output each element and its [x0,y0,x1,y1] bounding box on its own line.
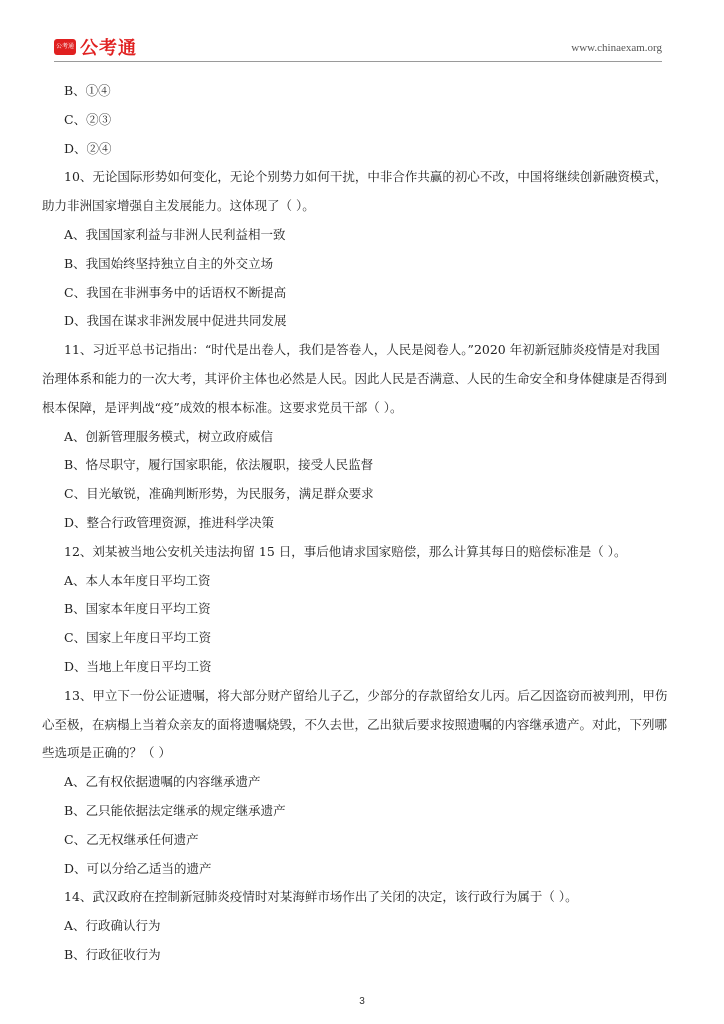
text-line: 11、习近平总书记指出：“时代是出卷人，我们是答卷人，人民是阅卷人。”2020 年初新冠肺炎疫情是对我国 [64,342,660,358]
text-line: C、目光敏锐，准确判断形势，为民服务，满足群众要求 [64,486,374,502]
text-line: D、可以分给乙适当的遗产 [64,860,212,876]
logo [54,34,137,60]
text-line: A、本人本年度日平均工资 [64,572,211,588]
text-line: C、②③ [64,111,112,127]
text-line: D、我国在谋求非洲发展中促进共同发展 [64,313,287,329]
text-line: 心至极，在病榻上当着众亲友的面将遗嘱烧毁，不久去世，乙出狱后要求按照遗嘱的内容继承遗产。对此，下列哪 [42,716,668,732]
text-line: 12、刘某被当地公安机关违法拘留 15 日，事后他请求国家赔偿，那么计算其每日的赔偿标准是（ ）。 [64,543,627,559]
text-line: 13、甲立下一份公证遗嘱，将大部分财产留给儿子乙，少部分的存款留给女儿丙。后乙因盗窃而被判刑，甲伤 [64,687,668,703]
text-line: 些选项是正确的？（ ） [42,745,171,761]
text-line: A、创新管理服务模式，树立政府威信 [64,428,274,444]
text-line: 根本保障，是评判战“疫”成效的根本标准。这要求党员干部（ ）。 [42,399,403,415]
text-line: A、行政确认行为 [64,918,161,934]
text-line: 治理体系和能力的一次大考，其评价主体也必然是人民。因此人民是否满意、人民的生命安全和身体健康是否得到 [42,370,668,386]
text-line: B、乙只能依据法定继承的规定继承遗产 [64,802,286,818]
header-divider [54,61,662,62]
text-line: D、整合行政管理资源，推进科学决策 [64,514,275,530]
text-line: B、国家本年度日平均工资 [64,601,211,617]
text-line: B、恪尽职守，履行国家职能，依法履职，接受人民监督 [64,457,374,473]
text-line: B、①④ [64,83,111,98]
text-line: 10、无论国际形势如何变化，无论个别势力如何干扰，中非合作共赢的初心不改，中国将继续创新融资模式， [64,169,668,185]
text-line: D、②④ [64,140,112,156]
logo-badge-icon: 公考通 [54,39,76,55]
text-line: B、我国始终坚持独立自主的外交立场 [64,255,274,271]
text-line: C、国家上年度日平均工资 [64,630,212,646]
text-line: C、乙无权继承任何遗产 [64,831,199,847]
text-line: C、我国在非洲事务中的话语权不断提高 [64,284,287,300]
text-line: A、我国国家利益与非洲人民利益相一致 [64,226,286,242]
text-line: 助力非洲国家增强自主发展能力。这体现了（ ）。 [42,198,315,214]
document-body [42,77,668,970]
text-line: B、行政征收行为 [64,946,161,962]
page-header [54,34,662,58]
logo-text: 公考通 [80,38,137,59]
text-line: A、乙有权依据遗嘱的内容继承遗产 [64,774,261,790]
page-number: 3 [359,996,365,1007]
text-line: D、当地上年度日平均工资 [64,658,212,674]
text-line: 14、武汉政府在控制新冠肺炎疫情时对某海鲜市场作出了关闭的决定，该行政行为属于（ ）。 [64,889,578,905]
site-url: www.chinaexam.org [571,42,662,54]
